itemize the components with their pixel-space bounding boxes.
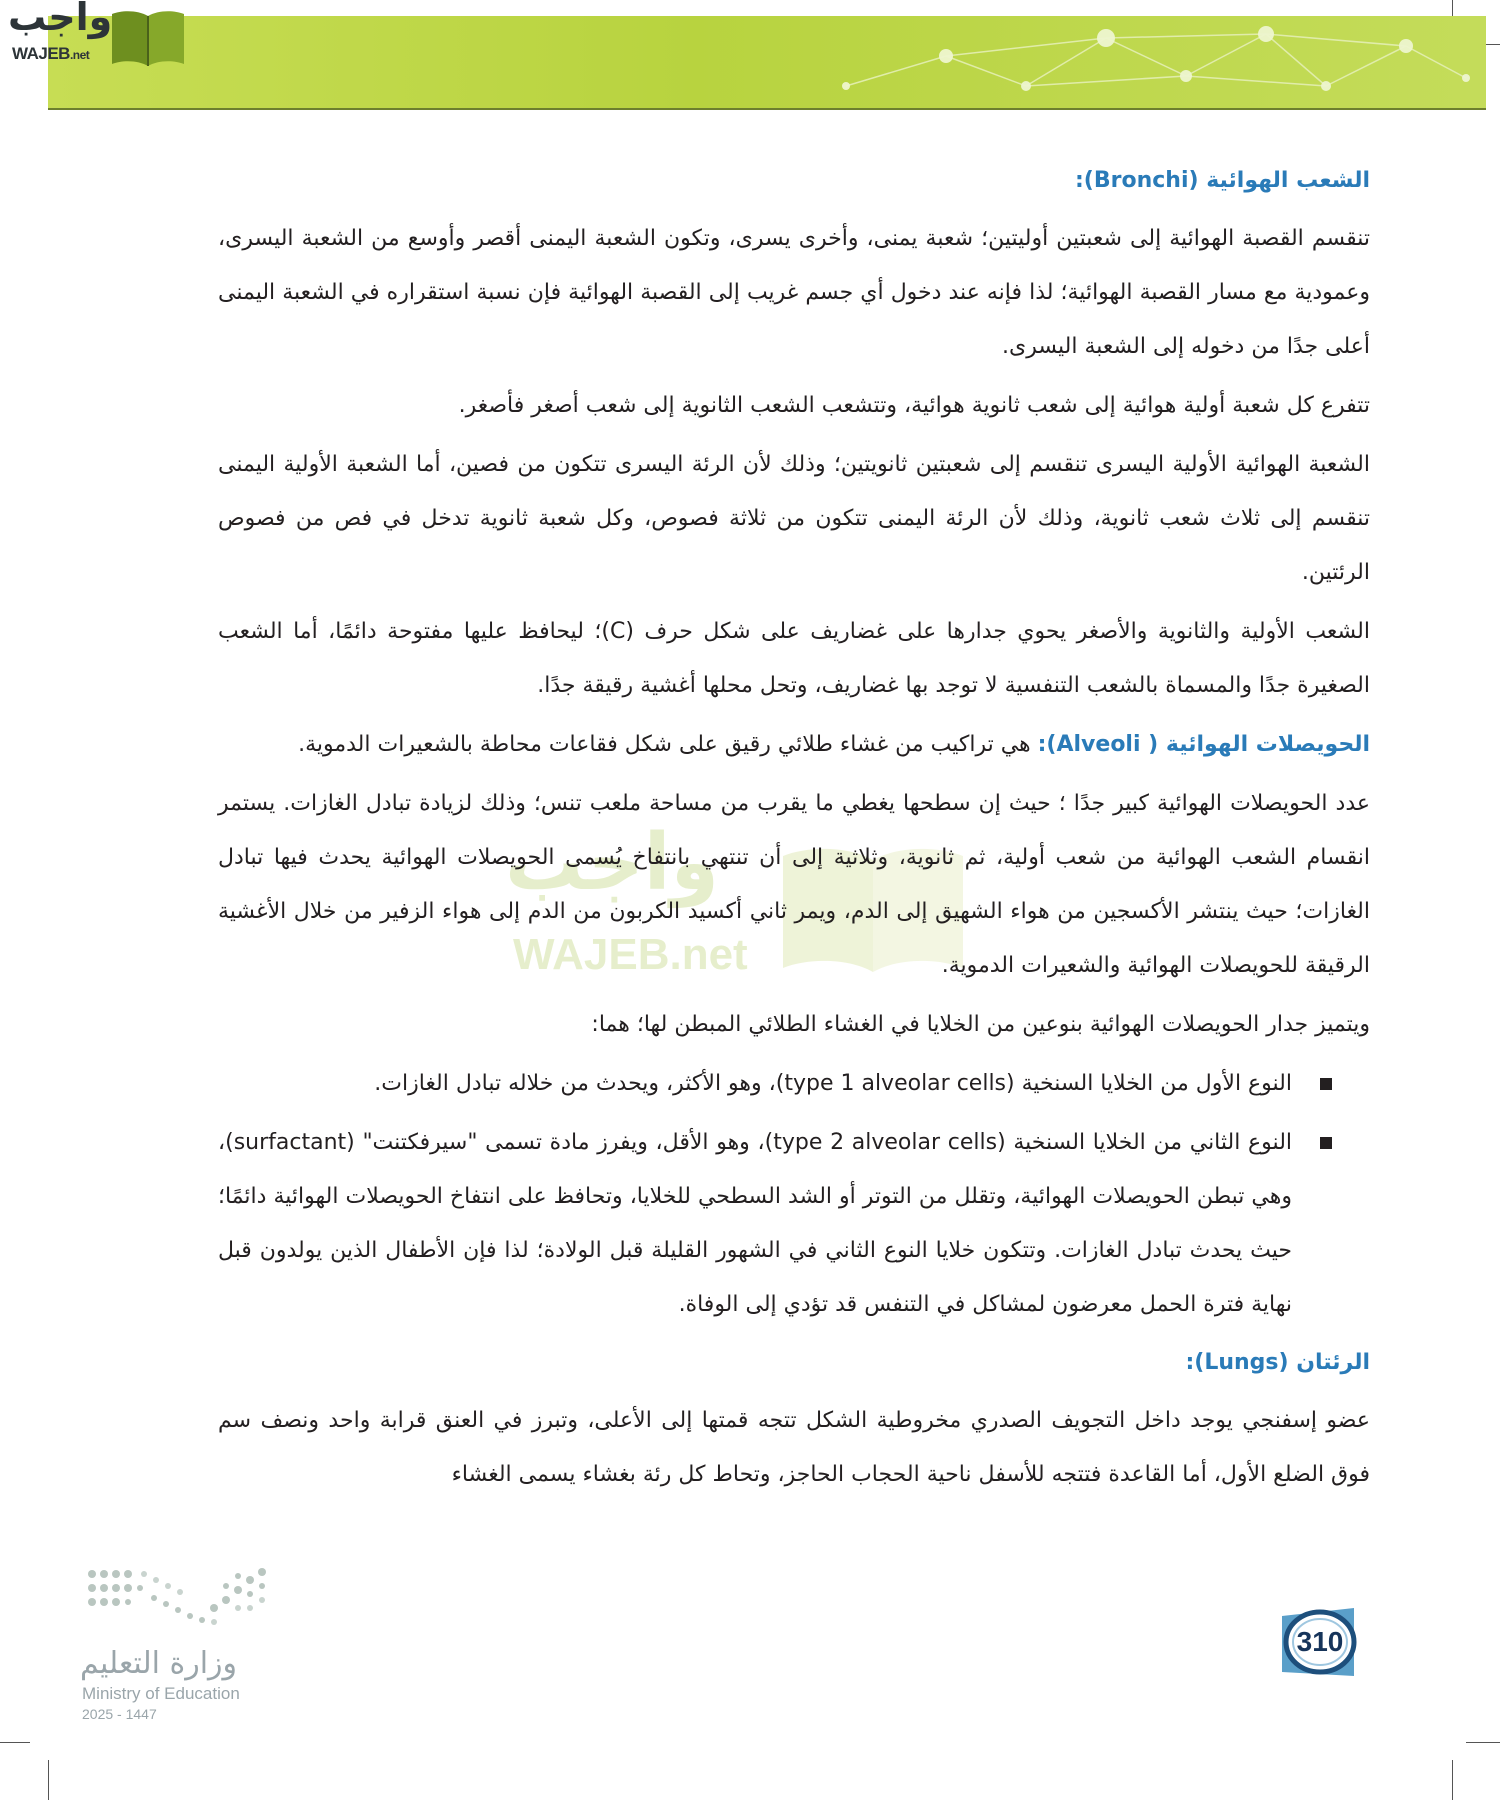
paragraph: ويتميز جدار الحويصلات الهوائية بنوعين من الخلايا في الغشاء الطلائي المبطن لها؛ هما:	[591, 1012, 1370, 1037]
brand-name-arabic: واجب	[8, 0, 113, 39]
header-band	[48, 16, 1486, 110]
paragraph: عدد الحويصلات الهوائية كبير جدًا ؛ حيث إن سطحها يغطي ما يقرب من مساحة ملعب تنس؛ وذلك لزيادة تبادل الغازات. يستمر انقسام الشعب الهوائية من شعب أولية، ثم ثانوية، وثلاثية إلى أن تنتهي بانتفاخ يُسمى الحويصلات الهوائية يحدث فيها تبادل الغازات؛ حيث ينتشر الأكسجين من هواء الشهيق إلى الدم، ويمر ثاني أكسيد الكربون من الدم إلى هواء الزفير من خلال الأغشية الرقيقة للحويصلات الهوائية والشعيرات الدموية.	[218, 791, 1370, 978]
ministry-name-arabic: وزارة التعليم	[80, 1646, 238, 1681]
list-item	[218, 1057, 1292, 1111]
list-item	[218, 1116, 1292, 1332]
crop-mark	[48, 1760, 49, 1800]
crop-mark	[1452, 1760, 1453, 1800]
molecule-network-decoration	[766, 16, 1486, 108]
crop-mark	[1466, 1742, 1500, 1743]
alveoli-definition	[218, 718, 1370, 772]
alveoli-intro: هي تراكيب من غشاء طلائي رقيق على شكل فقاعات محاطة بالشعيرات الدموية.	[298, 732, 1038, 757]
paragraph: عضو إسفنجي يوجد داخل التجويف الصدري مخروطية الشكل تتجه قمتها إلى الأعلى، وتبرز في العنق قرابة واحد ونصف سم فوق الضلع الأول، أما القاعدة فتتجه للأسفل ناحية الحجاب الحاجز، وتحاط كل رئة بغشاء يسمى الغشاء	[218, 1408, 1370, 1487]
ministry-logo	[80, 1560, 280, 1730]
ministry-dots-emblem	[84, 1560, 274, 1640]
paragraph: تتفرع كل شعبة أولية هوائية إلى شعب ثانوية هوائية، وتتشعب الشعب الثانوية إلى شعب أصغر فأصغر.	[458, 393, 1370, 418]
edition-year: 2025 - 1447	[82, 1706, 157, 1722]
section-heading-lungs: الرئتان (Lungs):	[1185, 1350, 1370, 1375]
square-bullet-icon	[1320, 1137, 1332, 1149]
page-number-badge	[1276, 1604, 1370, 1680]
ministry-name-english: Ministry of Education	[82, 1684, 240, 1703]
paragraph: تنقسم القصبة الهوائية إلى شعبتين أوليتين؛ شعبة يمنى، وأخرى يسرى، وتكون الشعبة اليمنى أقصر وأوسع من الشعبة اليسرى، وعمودية مع مسار القصبة الهوائية؛ لذا فإنه عند دخول أي جسم غريب إلى القصبة الهوائية فإن نسبة استقراره في الشعبة اليمنى أعلى جدًا من دخوله إلى الشعبة اليسرى.	[218, 226, 1370, 359]
square-bullet-icon	[1320, 1078, 1332, 1090]
watermark-arabic: واجب	[505, 818, 720, 908]
watermark-english: WAJEB.net	[513, 930, 748, 979]
section-heading-bronchi: الشعب الهوائية (Bronchi):	[1074, 168, 1370, 193]
crop-mark	[0, 1742, 30, 1743]
alveolar-cell-types-list	[218, 1057, 1370, 1332]
crop-mark	[1486, 44, 1500, 45]
page-number: 310	[1296, 1626, 1344, 1657]
paragraph: الشعب الأولية والثانوية والأصغر يحوي جدارها على غضاريف على شكل حرف (C)؛ ليحافظ عليها مفتوحة دائمًا، أما الشعب الصغيرة جدًا والمسماة بالشعب التنفسية لا توجد بها غضاريف، وتحل محلها أغشية رقيقة جدًا.	[218, 619, 1370, 698]
crop-mark	[1452, 0, 1453, 16]
paragraph: الشعبة الهوائية الأولية اليسرى تنقسم إلى شعبتين ثانويتين؛ وذلك لأن الرئة اليسرى تتكون من فصين، أما الشعبة الأولية اليمنى تنقسم إلى ثلاث شعب ثانوية، وذلك لأن الرئة اليمنى تتكون من ثلاثة فصوص، وكل شعبة ثانوية تدخل في فص من فصوص الرئتين.	[218, 452, 1370, 585]
book-icon	[108, 6, 188, 68]
brand-logo	[8, 0, 190, 70]
list-item-text: النوع الأول من الخلايا السنخية (type 1 alveolar cells)، وهو الأكثر، ويحدث من خلاله تبادل الغازات.	[374, 1071, 1292, 1096]
article-body	[218, 155, 1370, 1507]
brand-name-english: WAJEB.net	[12, 44, 90, 63]
section-heading-alveoli: الحويصلات الهوائية ( Alveoli):	[1037, 732, 1370, 757]
list-item-text: النوع الثاني من الخلايا السنخية (type 2 alveolar cells)، وهو الأقل، ويفرز مادة تسمى "سيرفكتنت" (surfactant)، وهي تبطن الحويصلات الهوائية، وتقلل من التوتر أو الشد السطحي للخلايا، وتحافظ على انتفاخ الحويصلات الهوائية دائمًا؛ حيث يحدث تبادل الغازات. وتتكون خلايا النوع الثاني في الشهور القليلة قبل الولادة؛ لذا فإن الأطفال الذين يولدون قبل نهاية فترة الحمل معرضون لمشاكل في التنفس قد تؤدي إلى الوفاة.	[218, 1130, 1293, 1317]
